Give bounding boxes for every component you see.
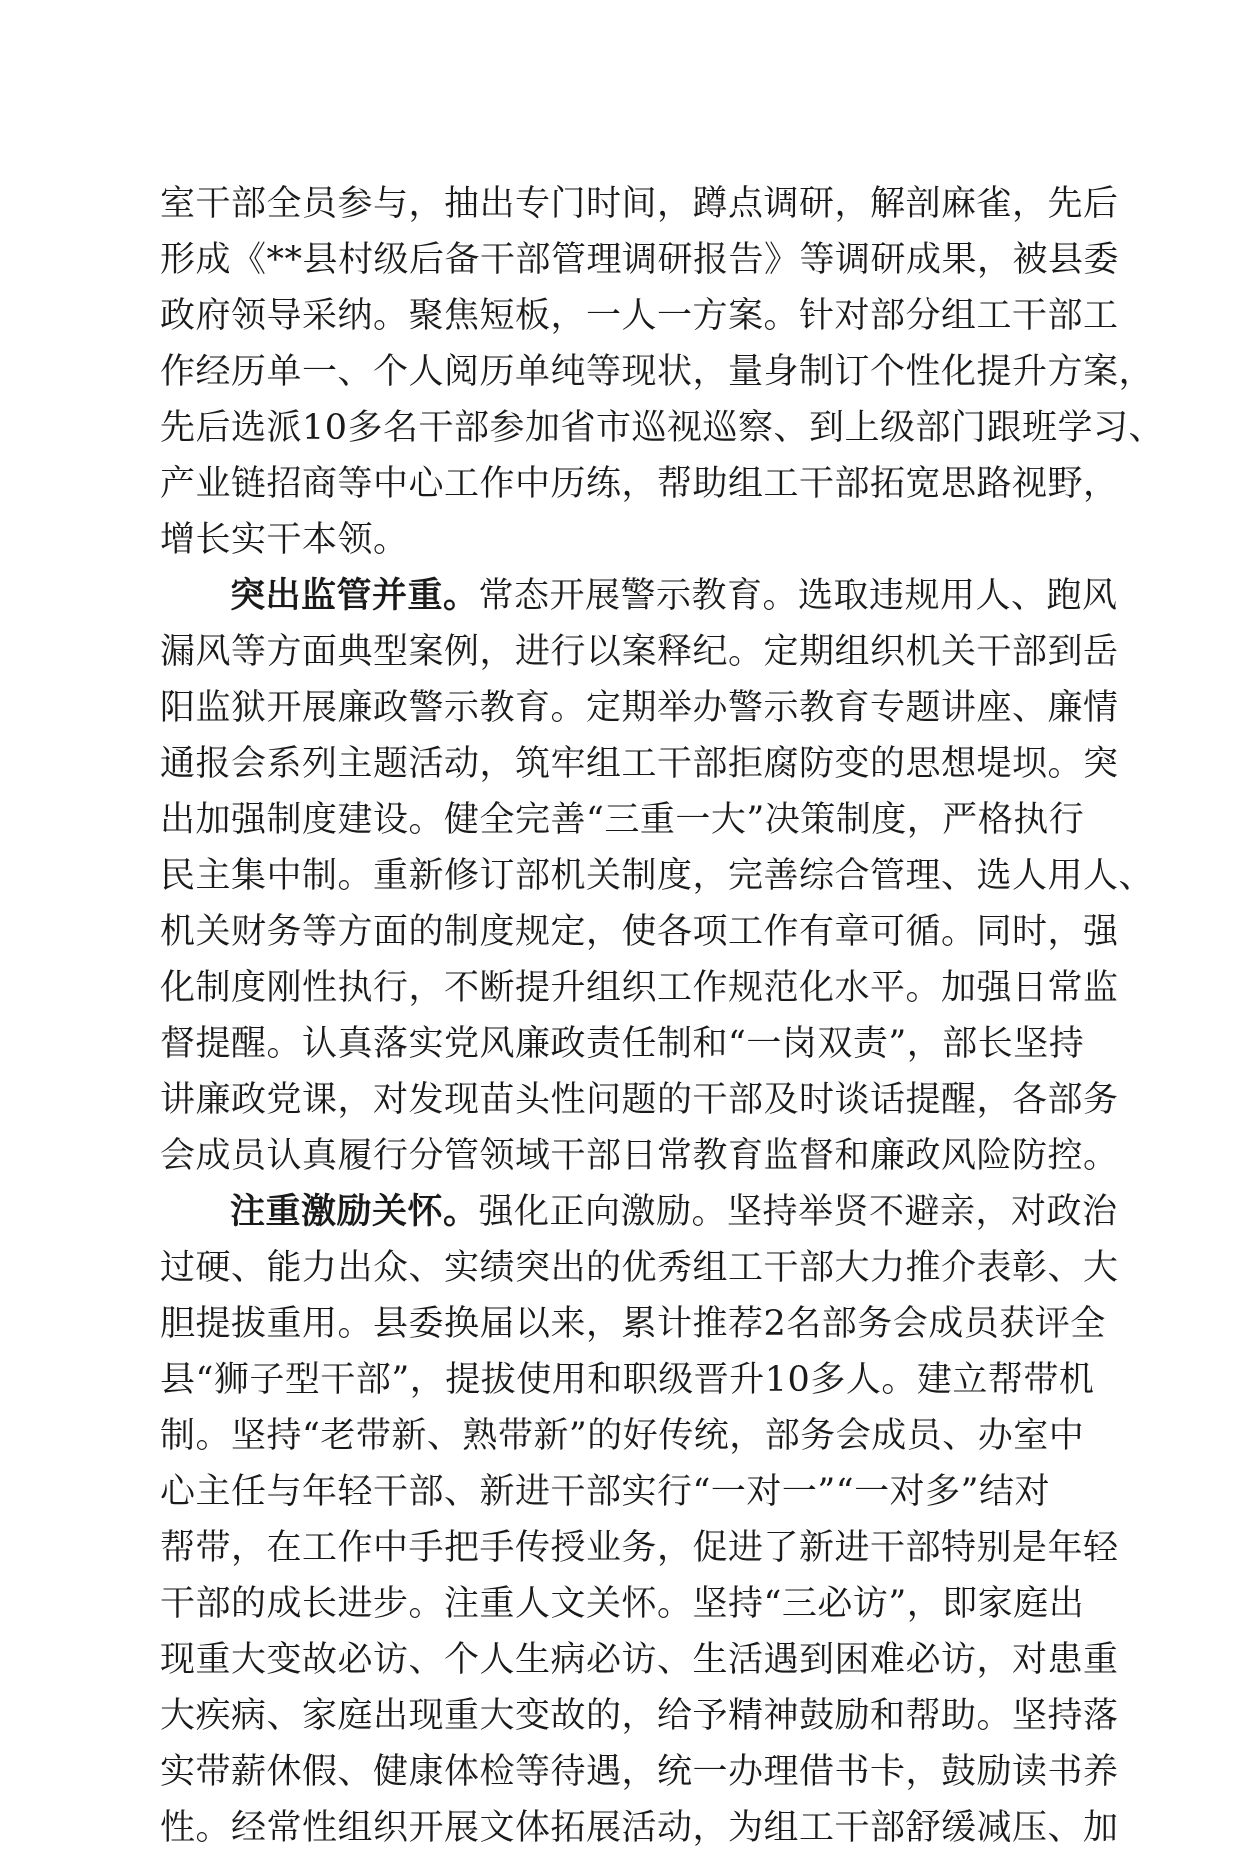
text-line: 先后选派10多名干部参加省市巡视巡察、到上级部门跟班学习、 xyxy=(160,408,1165,448)
text-line: 县“狮子型干部”，提拔使用和职级晋升10多人。建立帮带机 xyxy=(160,1360,1095,1400)
text-line: 干部的成长进步。注重人文关怀。坚持“三必访”，即家庭出 xyxy=(160,1584,1085,1624)
text-run: 强化正向激励。坚持举贤不避亲，对政治 xyxy=(478,1192,1118,1232)
text-line: 政府领导采纳。聚焦短板，一人一方案。针对部分组工干部工 xyxy=(160,296,1119,336)
text-line: 心主任与年轻干部、新进干部实行“一对一”“一对多”结对 xyxy=(160,1472,1051,1512)
paragraph-first-line xyxy=(160,1184,1118,1240)
text-line: 过硬、能力出众、实绩突出的优秀组工干部大力推介表彰、大 xyxy=(160,1248,1119,1288)
text-run: 常态开展警示教育。选取违规用人、跑风 xyxy=(478,576,1118,616)
paragraph-1 xyxy=(160,176,1165,568)
text-line: 胆提拔重用。县委换届以来，累计推荐2名部务会成员获评全 xyxy=(160,1304,1106,1344)
text-line: 机关财务等方面的制度规定，使各项工作有章可循。同时，强 xyxy=(160,912,1119,952)
text-line: 室干部全员参与，抽出专门时间，蹲点调研，解剖麻雀，先后 xyxy=(160,184,1119,224)
text-line: 帮带，在工作中手把手传授业务，促进了新进干部特别是年轻 xyxy=(160,1528,1119,1568)
text-line: 通报会系列主题活动，筑牢组工干部拒腐防变的思想堤坝。突 xyxy=(160,744,1119,784)
text-line: 产业链招商等中心工作中历练，帮助组工干部拓宽思路视野， xyxy=(160,464,1119,504)
text-line: 制。坚持“老带新、熟带新”的好传统，部务会成员、办室中 xyxy=(160,1416,1085,1456)
text-line: 形成《**县村级后备干部管理调研报告》等调研成果，被县委 xyxy=(160,240,1120,280)
section-lead-heading: 注重激励关怀。 xyxy=(230,1191,479,1232)
document-page xyxy=(160,176,1165,1856)
text-line: 讲廉政党课，对发现苗头性问题的干部及时谈话提醒，各部务 xyxy=(160,1080,1119,1120)
text-line: 督提醒。认真落实党风廉政责任制和“一岗双责”，部长坚持 xyxy=(160,1024,1085,1064)
text-line: 阳监狱开展廉政警示教育。定期举办警示教育专题讲座、廉情 xyxy=(160,688,1119,728)
text-line: 漏风等方面典型案例，进行以案释纪。定期组织机关干部到岳 xyxy=(160,632,1119,672)
text-line: 会成员认真履行分管领域干部日常教育监督和廉政风险防控。 xyxy=(160,1136,1119,1176)
text-line: 性。经常性组织开展文体拓展活动，为组工干部舒缓减压、加 xyxy=(160,1808,1119,1848)
text-line: 出加强制度建设。健全完善“三重一大”决策制度，严格执行 xyxy=(160,800,1085,840)
paragraph-first-line xyxy=(160,568,1118,624)
text-line: 大疾病、家庭出现重大变故的，给予精神鼓励和帮助。坚持落 xyxy=(160,1696,1119,1736)
text-line: 民主集中制。重新修订部机关制度，完善综合管理、选人用人、 xyxy=(160,856,1155,896)
text-line: 作经历单一、个人阅历单纯等现状，量身制订个性化提升方案， xyxy=(160,352,1155,392)
section-lead-heading: 突出监管并重。 xyxy=(230,575,479,616)
text-line: 实带薪休假、健康体检等待遇，统一办理借书卡，鼓励读书养 xyxy=(160,1752,1119,1792)
text-line: 增长实干本领。 xyxy=(160,520,409,560)
text-line: 现重大变故必访、个人生病必访、生活遇到困难必访，对患重 xyxy=(160,1640,1119,1680)
paragraph-3 xyxy=(160,1184,1119,1856)
paragraph-2 xyxy=(160,568,1155,1184)
text-line: 化制度刚性执行，不断提升组织工作规范化水平。加强日常监 xyxy=(160,968,1119,1008)
